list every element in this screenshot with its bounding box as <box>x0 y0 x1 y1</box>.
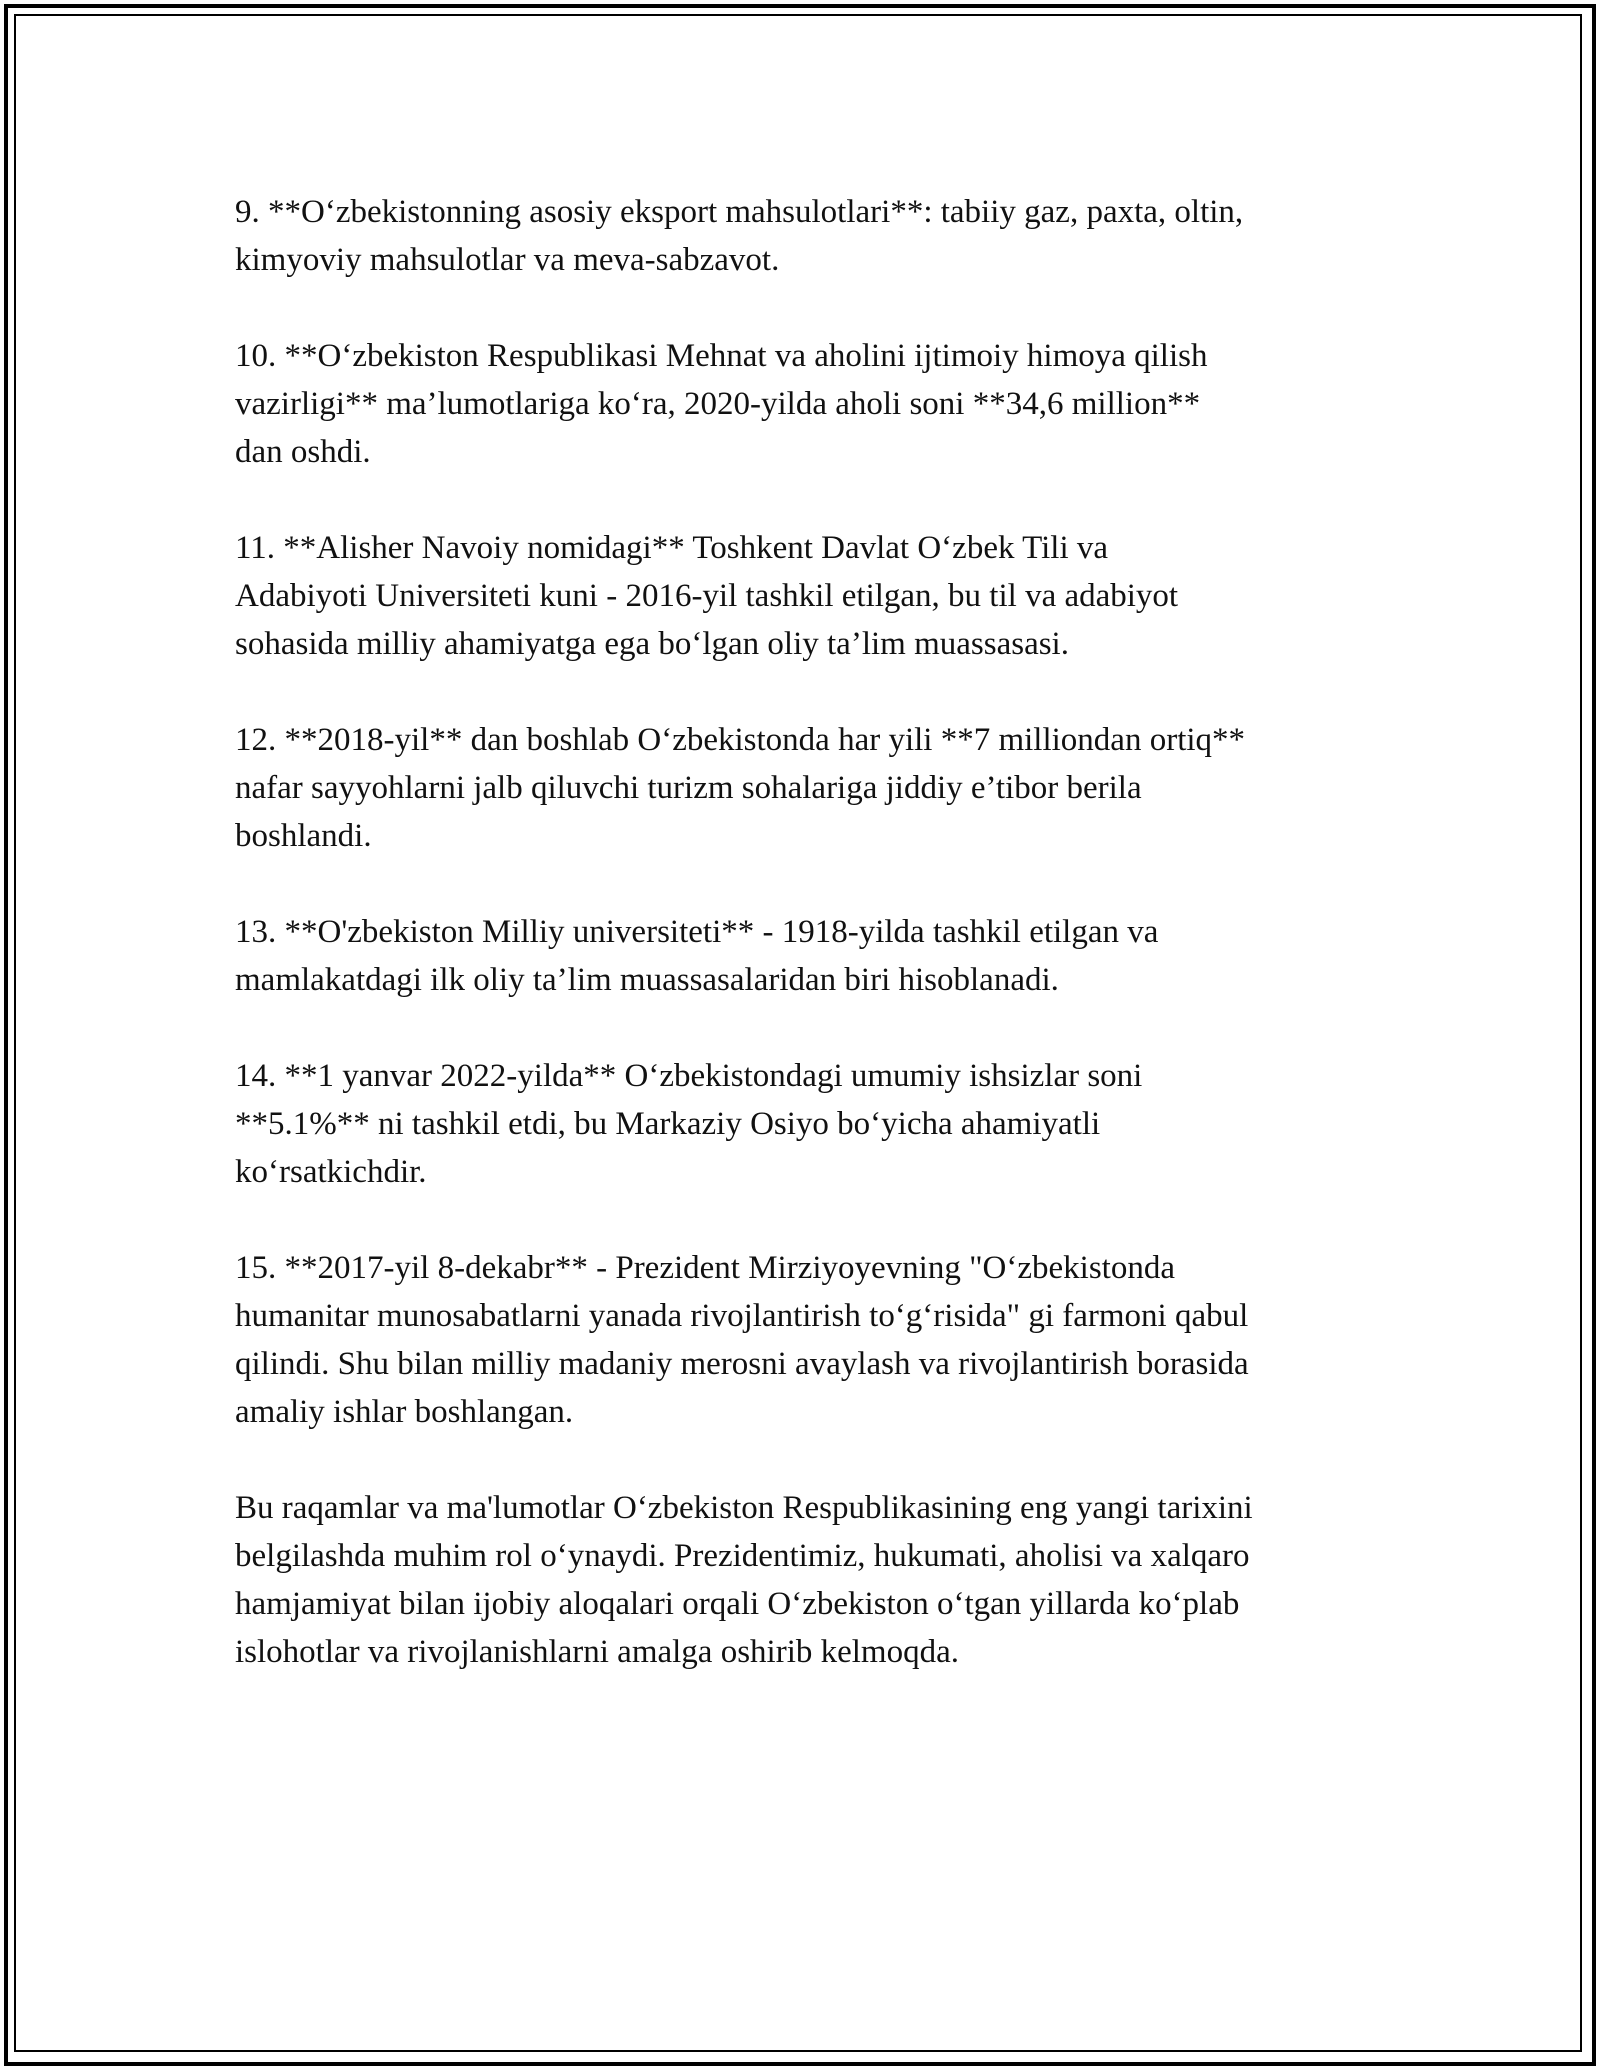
closing-paragraph: Bu raqamlar va ma'lumotlar O‘zbekiston Respublikasining eng yangi tarixini belgilashda muhim rol o‘ynaydi. Prezidentimiz, hukumati, aholisi va xalqaro hamjamiyat bilan ijobiy aloqalari orqali O‘zbekiston o‘tgan yillarda ko‘plab islohotlar va rivojlanishlarni amalga oshirib kelmoqda. <box>235 1490 1253 1670</box>
paragraph-item-10: 10. **O‘zbekiston Respublikasi Mehnat va aholini ijtimoiy himoya qilish vazirligi** ma’lumotlariga ko‘ra, 2020-yilda aholi soni **34,6 million** dan oshdi. <box>235 338 1208 470</box>
paragraph-item-11: 11. **Alisher Navoiy nomidagi** Toshkent Davlat O‘zbek Tili va Adabiyoti Universiteti kuni - 2016-yil tashkil etilgan, bu til va adabiyot sohasida milliy ahamiyatga ega bo‘lgan oliy ta’lim muassasasi. <box>235 530 1179 662</box>
document-body <box>235 188 1385 1724</box>
paragraph-item-13: 13. **O'zbekiston Milliy universiteti** - 1918-yilda tashkil etilgan va mamlakatdagi ilk oliy ta’lim muassasalaridan biri hisoblanadi. <box>235 914 1159 998</box>
paragraph-item-14: 14. **1 yanvar 2022-yilda** O‘zbekistondagi umumiy ishsizlar soni **5.1%** ni tashkil etdi, bu Markaziy Osiyo bo‘yicha ahamiyatli ko‘rsatkichdir. <box>235 1058 1143 1190</box>
paragraph-item-9: 9. **O‘zbekistonning asosiy eksport mahsulotlari**: tabiiy gaz, paxta, oltin, kimyoviy mahsulotlar va meva-sabzavot. <box>235 194 1244 278</box>
paragraph-item-12: 12. **2018-yil** dan boshlab O‘zbekistonda har yili **7 milliondan ortiq** nafar sayyohlarni jalb qiluvchi turizm sohalariga jiddiy e’tibor berila boshlandi. <box>235 722 1246 854</box>
paragraph-item-15: 15. **2017-yil 8-dekabr** - Prezident Mirziyoyevning "O‘zbekistonda humanitar munosabatlarni yanada rivojlantirish to‘g‘risida" gi farmoni qabul qilindi. Shu bilan milliy madaniy merosni avaylash va rivojlantirish borasida amaliy ishlar boshlangan. <box>235 1250 1249 1430</box>
